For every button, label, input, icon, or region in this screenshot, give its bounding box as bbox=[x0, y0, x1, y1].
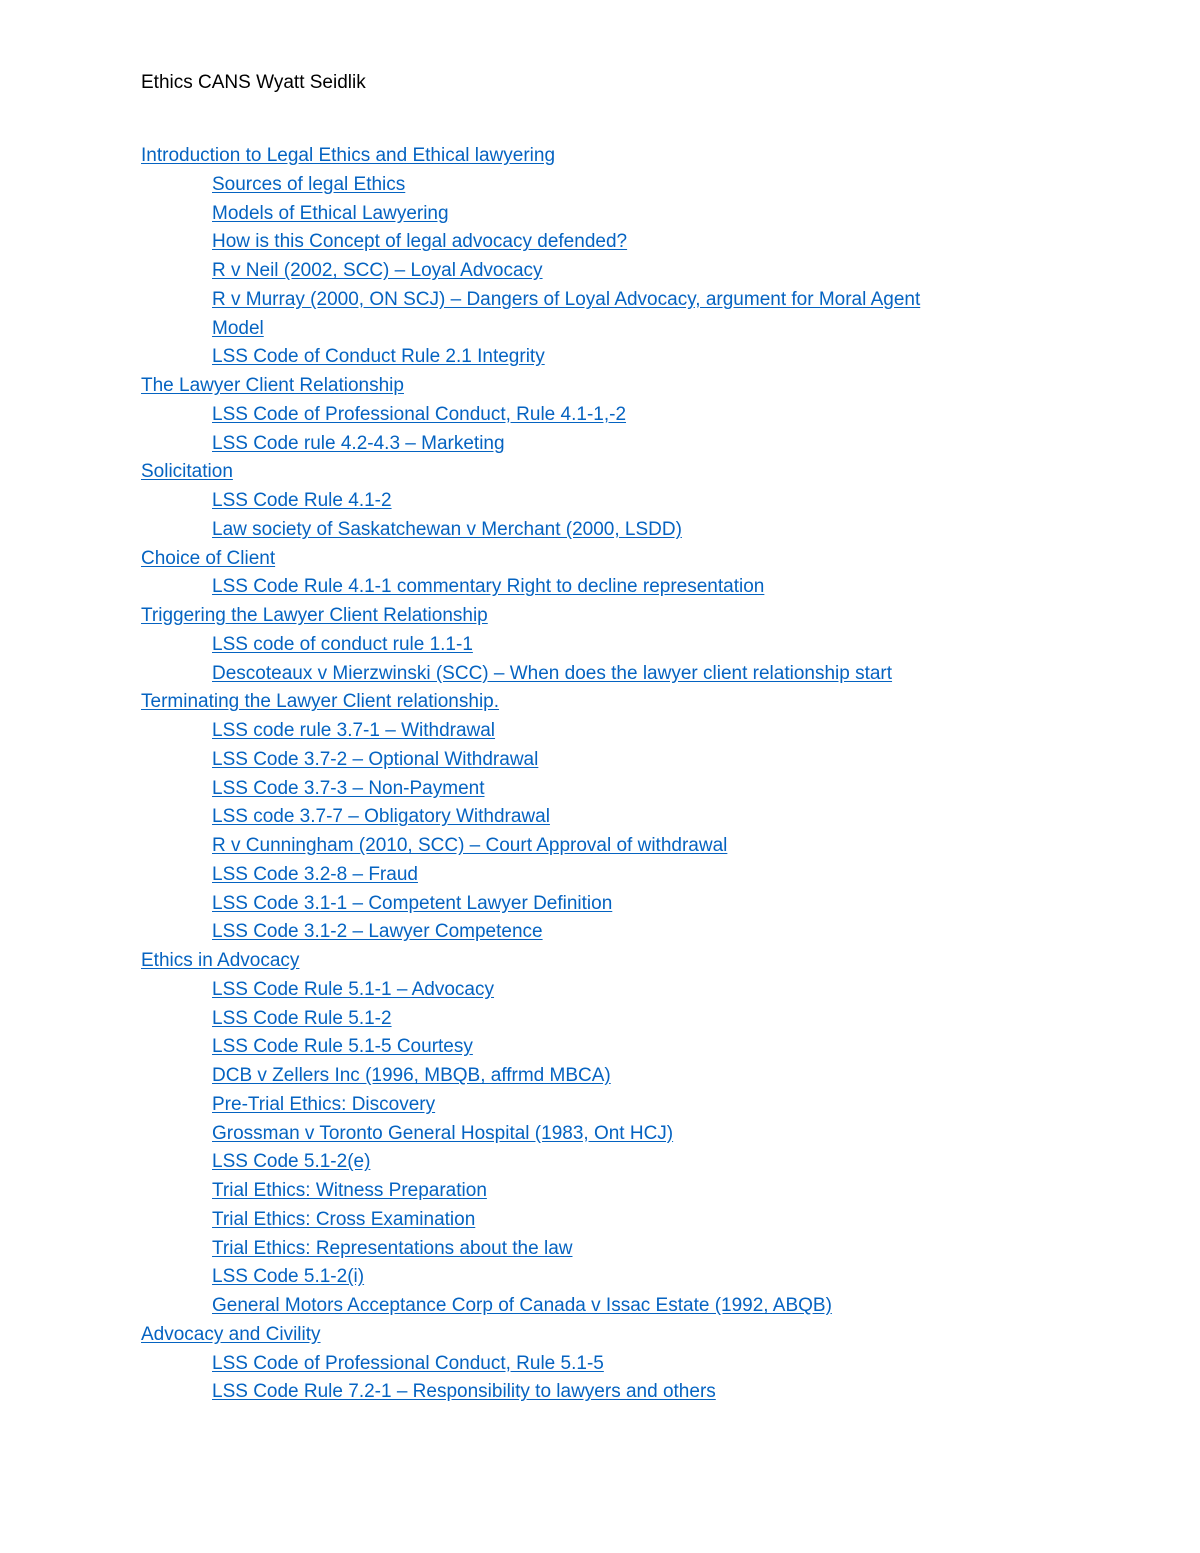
toc-section-link[interactable]: Advocacy and Civility bbox=[141, 1323, 321, 1345]
toc-subsection-link[interactable]: DCB v Zellers Inc (1996, MBQB, affrmd MBCA) bbox=[212, 1065, 611, 1086]
toc-subsection-link[interactable]: Model bbox=[212, 317, 264, 339]
toc-subsection-link[interactable]: LSS Code of Professional Conduct, Rule 5.1-5 bbox=[212, 1352, 604, 1374]
toc-subsection-link[interactable]: LSS code 3.7-7 – Obligatory Withdrawal bbox=[212, 806, 550, 828]
toc-section-link[interactable]: Terminating the Lawyer Client relationship. bbox=[141, 691, 500, 713]
toc-subsection-link[interactable]: LSS Code Rule 7.2-1 – Responsibility to lawyers and others bbox=[212, 1381, 716, 1403]
toc-subsection-link[interactable]: R v Murray (2000, ON SCJ) – Dangers of Loyal Advocacy, argument for Moral Agent bbox=[212, 288, 921, 310]
toc-subsection-link[interactable]: LSS Code 5.1-2(e) bbox=[212, 1151, 371, 1173]
toc-subsection-link[interactable]: LSS Code 3.7-2 – Optional Withdrawal bbox=[212, 748, 539, 770]
toc-subsection-link[interactable]: Trial Ethics: Witness Preparation bbox=[212, 1180, 487, 1201]
toc-subsection-link[interactable]: LSS Code of Professional Conduct, Rule 4.1-1,-2 bbox=[212, 403, 627, 425]
toc-subsection-link[interactable]: R v Neil (2002, SCC) – Loyal Advocacy bbox=[212, 260, 543, 281]
toc-subsection-link[interactable]: Models of Ethical Lawyering bbox=[212, 202, 449, 224]
toc-subsection-link[interactable]: Descoteaux v Mierzwinski (SCC) – When does the lawyer client relationship start bbox=[212, 662, 893, 684]
toc-subsection-link[interactable]: LSS Code 3.1-1 – Competent Lawyer Definition bbox=[212, 892, 613, 914]
toc-subsection-link[interactable]: LSS Code rule 4.2-4.3 – Marketing bbox=[212, 432, 505, 454]
toc-subsection-link[interactable]: LSS Code 3.7-3 – Non-Payment bbox=[212, 777, 485, 799]
toc-subsection-link[interactable]: LSS Code Rule 5.1-5 Courtesy bbox=[212, 1036, 473, 1058]
toc-subsection-link[interactable]: LSS Code 3.2-8 – Fraud bbox=[212, 863, 418, 885]
toc-subsection-link[interactable]: LSS Code 5.1-2(i) bbox=[212, 1266, 365, 1288]
toc-subsection-link[interactable]: Trial Ethics: Cross Examination bbox=[212, 1208, 476, 1230]
toc-section-link[interactable]: Choice of Client bbox=[141, 547, 276, 569]
table-of-contents bbox=[0, 142, 1200, 1407]
toc-subsection-link[interactable]: LSS Code Rule 5.1-2 bbox=[212, 1007, 392, 1029]
toc-subsection-link[interactable]: R v Cunningham (2010, SCC) – Court Approval of withdrawal bbox=[212, 835, 728, 856]
toc-subsection-link[interactable]: Sources of legal Ethics bbox=[212, 173, 406, 195]
toc-subsection-link[interactable]: LSS Code 3.1-2 – Lawyer Competence bbox=[212, 921, 543, 943]
toc-subsection-link[interactable]: General Motors Acceptance Corp of Canada v Issac Estate (1992, ABQB) bbox=[212, 1295, 832, 1316]
toc-subsection-link[interactable]: Grossman v Toronto General Hospital (1983, Ont HCJ) bbox=[212, 1122, 674, 1144]
document-title: Ethics CANS Wyatt Seidlik bbox=[141, 72, 366, 93]
toc-subsection-link[interactable]: Trial Ethics: Representations about the law bbox=[212, 1237, 573, 1259]
toc-subsection-link[interactable]: LSS Code Rule 4.1-1 commentary Right to decline representation bbox=[212, 576, 765, 598]
toc-section-link[interactable]: Triggering the Lawyer Client Relationship bbox=[141, 605, 488, 626]
toc-section-link[interactable]: Introduction to Legal Ethics and Ethical lawyering bbox=[141, 145, 556, 166]
toc-section-link[interactable]: The Lawyer Client Relationship bbox=[141, 375, 404, 396]
toc-subsection-link[interactable]: LSS code of conduct rule 1.1-1 bbox=[212, 633, 473, 655]
toc-subsection-link[interactable]: LSS code rule 3.7-1 – Withdrawal bbox=[212, 720, 496, 741]
toc-subsection-link[interactable]: Pre-Trial Ethics: Discovery bbox=[212, 1093, 436, 1115]
toc-subsection-link[interactable]: LSS Code Rule 5.1-1 – Advocacy bbox=[212, 978, 495, 1000]
toc-subsection-link[interactable]: Law society of Saskatchewan v Merchant (2000, LSDD) bbox=[212, 518, 682, 540]
toc-subsection-link[interactable]: LSS Code of Conduct Rule 2.1 Integrity bbox=[212, 346, 545, 368]
toc-section-link[interactable]: Solicitation bbox=[141, 461, 233, 483]
toc-subsection-link[interactable]: LSS Code Rule 4.1-2 bbox=[212, 490, 392, 511]
toc-subsection-link[interactable]: How is this Concept of legal advocacy defended? bbox=[212, 231, 628, 253]
toc-section-link[interactable]: Ethics in Advocacy bbox=[141, 950, 300, 971]
